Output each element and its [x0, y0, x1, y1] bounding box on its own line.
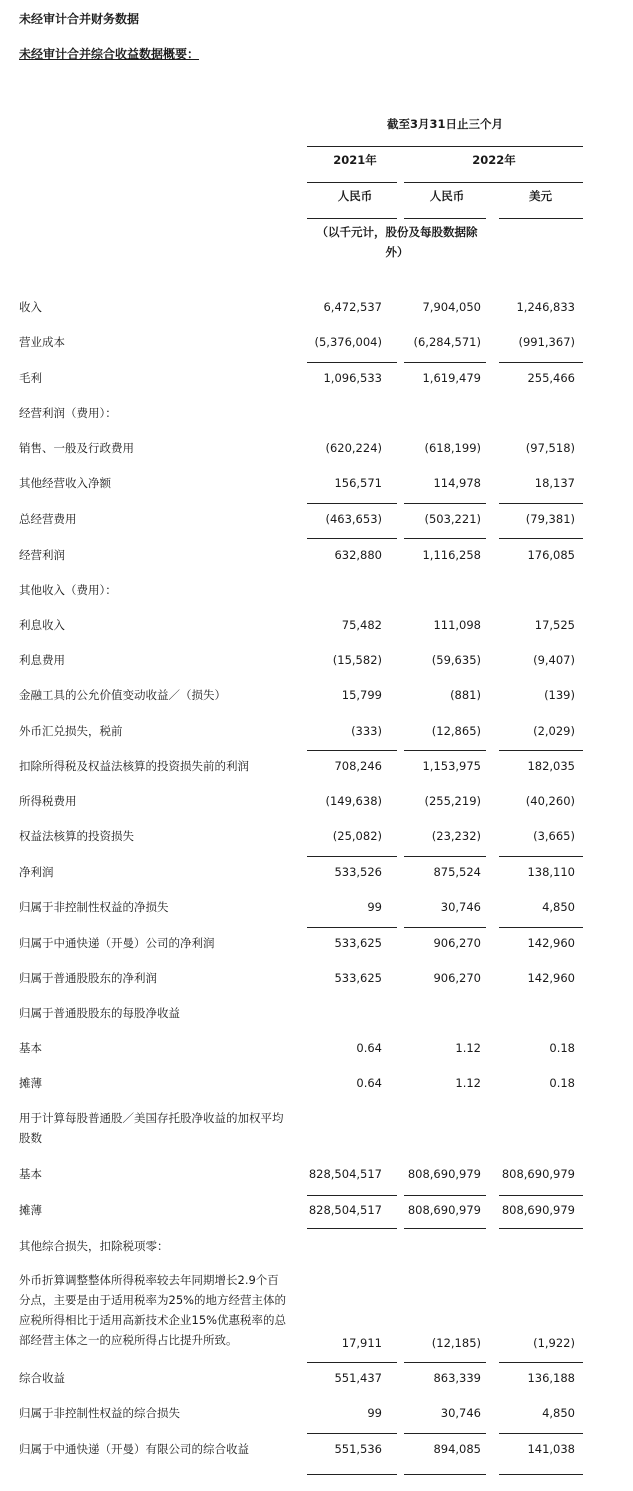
row-rule: [307, 538, 397, 539]
currency-rule-usd: [499, 218, 583, 219]
row-rule: [499, 538, 583, 539]
row-label: 金融工具的公允价值变动收益／（损失）: [19, 688, 226, 702]
row-value-2021-rmb: 533,625: [334, 936, 382, 950]
header-rule: [307, 146, 583, 147]
row-label: 经营利润（费用）：: [19, 406, 117, 420]
row-value-2021-rmb: 533,526: [334, 865, 382, 879]
row-value-2022-rmb: 1,116,258: [422, 548, 481, 562]
row-value-2021-rmb: 0.64: [356, 1076, 382, 1090]
row-label: 权益法核算的投资损失: [19, 829, 134, 843]
row-value-2021-rmb: 0.64: [356, 1041, 382, 1055]
row-value-2021-rmb: 708,246: [334, 759, 382, 773]
row-value-2021-rmb: (5,376,004): [314, 335, 382, 349]
row-rule: [499, 1195, 583, 1196]
row-rule: [404, 856, 486, 857]
row-label: 收入: [19, 300, 42, 314]
row-value-2022-rmb: 808,690,979: [407, 1203, 481, 1217]
row-value-2022-usd: 138,110: [527, 865, 575, 879]
row-rule: [499, 750, 583, 751]
row-label: 其他收入（费用）：: [19, 583, 117, 597]
row-value-2022-usd: 4,850: [542, 900, 575, 914]
row-value-2021-rmb: 17,911: [341, 1336, 382, 1350]
section-subtitle: 未经审计合并综合收益数据概要：: [19, 47, 200, 61]
row-value-2022-rmb: (255,219): [424, 794, 481, 808]
row-value-2022-usd: 142,960: [527, 936, 575, 950]
row-rule: [307, 1474, 397, 1475]
row-value-2022-usd: (2,029): [533, 724, 575, 738]
row-label: 基本: [19, 1167, 42, 1181]
row-value-2022-rmb: (881): [450, 688, 481, 702]
row-label: 其他经营收入净额: [19, 476, 111, 490]
row-value-2022-usd: 0.18: [549, 1076, 575, 1090]
row-value-2021-rmb: (333): [351, 724, 382, 738]
row-rule: [307, 927, 397, 928]
row-value-2022-rmb: (618,199): [424, 441, 481, 455]
row-value-2022-usd: 176,085: [527, 548, 575, 562]
row-rule: [307, 750, 397, 751]
row-rule: [404, 538, 486, 539]
row-label: 综合收益: [19, 1371, 65, 1385]
row-label: 归属于中通快递（开曼）公司的净利润: [19, 936, 215, 950]
row-value-2021-rmb: 99: [367, 1406, 382, 1420]
row-value-2022-rmb: 1.12: [455, 1041, 481, 1055]
period-header: 截至3月31日止三个月: [386, 117, 503, 131]
row-value-2022-rmb: 808,690,979: [407, 1167, 481, 1181]
row-value-2022-usd: (991,367): [518, 335, 575, 349]
row-value-2021-rmb: (15,582): [332, 653, 382, 667]
row-value-2021-rmb: 156,571: [334, 476, 382, 490]
row-value-2022-usd: 0.18: [549, 1041, 575, 1055]
row-label: 利息费用: [19, 653, 65, 667]
row-label: 净利润: [19, 865, 54, 879]
row-value-2021-rmb: 533,625: [334, 971, 382, 985]
row-value-2022-rmb: 863,339: [433, 1371, 481, 1385]
row-value-2022-usd: (79,381): [525, 512, 575, 526]
row-label: 外币折算调整整体所得税率较去年同期增长2.9个百分点，主要是由于适用税率为25%的地方经营主体的应税所得相比于适用高新技术企业15%优惠税率的总部经营主体之一的应税所得占比提升所致。: [19, 1273, 287, 1347]
row-rule: [307, 503, 397, 504]
row-value-2022-rmb: (6,284,571): [413, 335, 481, 349]
row-label: 销售、一般及行政费用: [19, 441, 134, 455]
row-value-2022-usd: 1,246,833: [516, 300, 575, 314]
row-value-2021-rmb: 75,482: [341, 618, 382, 632]
row-value-2022-rmb: 906,270: [433, 936, 481, 950]
row-label: 总经营费用: [19, 512, 77, 526]
row-value-2022-usd: 808,690,979: [501, 1167, 575, 1181]
currency-header-rmb-2022: 人民币: [429, 189, 465, 203]
row-label: 归属于非控制性权益的净损失: [19, 900, 169, 914]
row-rule: [307, 362, 397, 363]
row-label: 归属于非控制性权益的综合损失: [19, 1406, 180, 1420]
row-rule: [404, 927, 486, 928]
row-value-2022-rmb: 111,098: [433, 618, 481, 632]
row-rule: [404, 503, 486, 504]
row-rule: [499, 1433, 583, 1434]
row-value-2022-rmb: (23,232): [431, 829, 481, 843]
row-rule: [404, 362, 486, 363]
row-value-2021-rmb: 6,472,537: [323, 300, 382, 314]
row-rule: [307, 1195, 397, 1196]
row-label: 扣除所得税及权益法核算的投资损失前的利润: [19, 759, 249, 773]
row-label: 其他综合损失，扣除税项零：: [19, 1239, 169, 1253]
row-value-2022-rmb: (503,221): [424, 512, 481, 526]
row-value-2022-rmb: 1,153,975: [422, 759, 481, 773]
currency-header-rmb-2021: 人民币: [337, 189, 373, 203]
row-value-2022-usd: 808,690,979: [501, 1203, 575, 1217]
row-value-2021-rmb: 828,504,517: [308, 1203, 382, 1217]
row-label: 经营利润: [19, 548, 65, 562]
row-rule: [499, 503, 583, 504]
currency-header-usd-2022: 美元: [529, 189, 552, 203]
row-label: 归属于中通快递（开曼）有限公司的综合收益: [19, 1442, 249, 1456]
row-value-2022-usd: 182,035: [527, 759, 575, 773]
row-label: 摊薄: [19, 1076, 42, 1090]
unit-note: （以千元计，股份及每股数据除外）: [316, 225, 478, 259]
row-value-2022-rmb: 1,619,479: [422, 371, 481, 385]
row-value-2022-usd: (9,407): [533, 653, 575, 667]
row-value-2022-usd: (3,665): [533, 829, 575, 843]
row-value-2021-rmb: 632,880: [334, 548, 382, 562]
row-value-2021-rmb: 551,437: [334, 1371, 382, 1385]
row-rule: [499, 1228, 583, 1229]
row-value-2022-rmb: 906,270: [433, 971, 481, 985]
row-rule: [499, 1474, 583, 1475]
row-rule: [307, 1228, 397, 1229]
row-label: 归属于普通股股东的每股净收益: [19, 1006, 180, 1020]
row-label: 外币汇兑损失，税前: [19, 724, 123, 738]
row-value-2021-rmb: 828,504,517: [308, 1167, 382, 1181]
row-rule: [499, 1362, 583, 1363]
year-header-2022: 2022年: [472, 153, 516, 167]
row-value-2022-usd: (97,518): [525, 441, 575, 455]
currency-rule-2021: [307, 218, 397, 219]
row-value-2022-usd: 18,137: [534, 476, 575, 490]
row-value-2022-rmb: 1.12: [455, 1076, 481, 1090]
row-rule: [307, 1362, 397, 1363]
row-value-2022-usd: 142,960: [527, 971, 575, 985]
row-rule: [499, 927, 583, 928]
row-value-2021-rmb: 551,536: [334, 1442, 382, 1456]
row-rule: [404, 1228, 486, 1229]
row-rule: [499, 362, 583, 363]
row-rule: [307, 1433, 397, 1434]
row-value-2021-rmb: (620,224): [325, 441, 382, 455]
row-value-2022-rmb: (59,635): [431, 653, 481, 667]
row-label: 所得税费用: [19, 794, 77, 808]
row-value-2022-rmb: 30,746: [440, 900, 481, 914]
row-value-2022-usd: 4,850: [542, 1406, 575, 1420]
currency-rule-rmb: [404, 218, 486, 219]
row-value-2021-rmb: (463,653): [325, 512, 382, 526]
row-value-2021-rmb: (25,082): [332, 829, 382, 843]
row-rule: [404, 750, 486, 751]
row-label: 归属于普通股股东的净利润: [19, 971, 157, 985]
row-rule: [499, 856, 583, 857]
row-value-2021-rmb: (149,638): [325, 794, 382, 808]
year-rule-2021: [307, 182, 397, 183]
row-value-2022-rmb: 894,085: [433, 1442, 481, 1456]
row-value-2022-usd: 141,038: [527, 1442, 575, 1456]
row-value-2022-rmb: 114,978: [433, 476, 481, 490]
row-label: 用于计算每股普通股／美国存托股净收益的加权平均股数: [19, 1111, 284, 1145]
row-value-2021-rmb: 15,799: [341, 688, 382, 702]
row-value-2022-rmb: 7,904,050: [422, 300, 481, 314]
row-rule: [404, 1474, 486, 1475]
row-rule: [307, 856, 397, 857]
row-value-2022-usd: (1,922): [533, 1336, 575, 1350]
row-label: 营业成本: [19, 335, 65, 349]
row-value-2022-rmb: (12,865): [431, 724, 481, 738]
row-value-2022-usd: 255,466: [527, 371, 575, 385]
document-title: 未经审计合并财务数据: [19, 12, 140, 26]
row-value-2022-rmb: 30,746: [440, 1406, 481, 1420]
row-value-2022-usd: 136,188: [527, 1371, 575, 1385]
row-rule: [404, 1433, 486, 1434]
row-label: 毛利: [19, 371, 42, 385]
row-rule: [404, 1362, 486, 1363]
row-rule: [404, 1195, 486, 1196]
row-value-2022-usd: 17,525: [534, 618, 575, 632]
row-value-2021-rmb: 1,096,533: [323, 371, 382, 385]
row-label: 摊薄: [19, 1203, 42, 1217]
row-value-2022-rmb: 875,524: [433, 865, 481, 879]
row-label: 利息收入: [19, 618, 65, 632]
year-header-2021: 2021年: [333, 153, 377, 167]
row-value-2022-usd: (139): [544, 688, 575, 702]
row-value-2022-usd: (40,260): [525, 794, 575, 808]
row-label: 基本: [19, 1041, 42, 1055]
year-rule-2022: [404, 182, 583, 183]
row-value-2021-rmb: 99: [367, 900, 382, 914]
row-value-2022-rmb: (12,185): [431, 1336, 481, 1350]
